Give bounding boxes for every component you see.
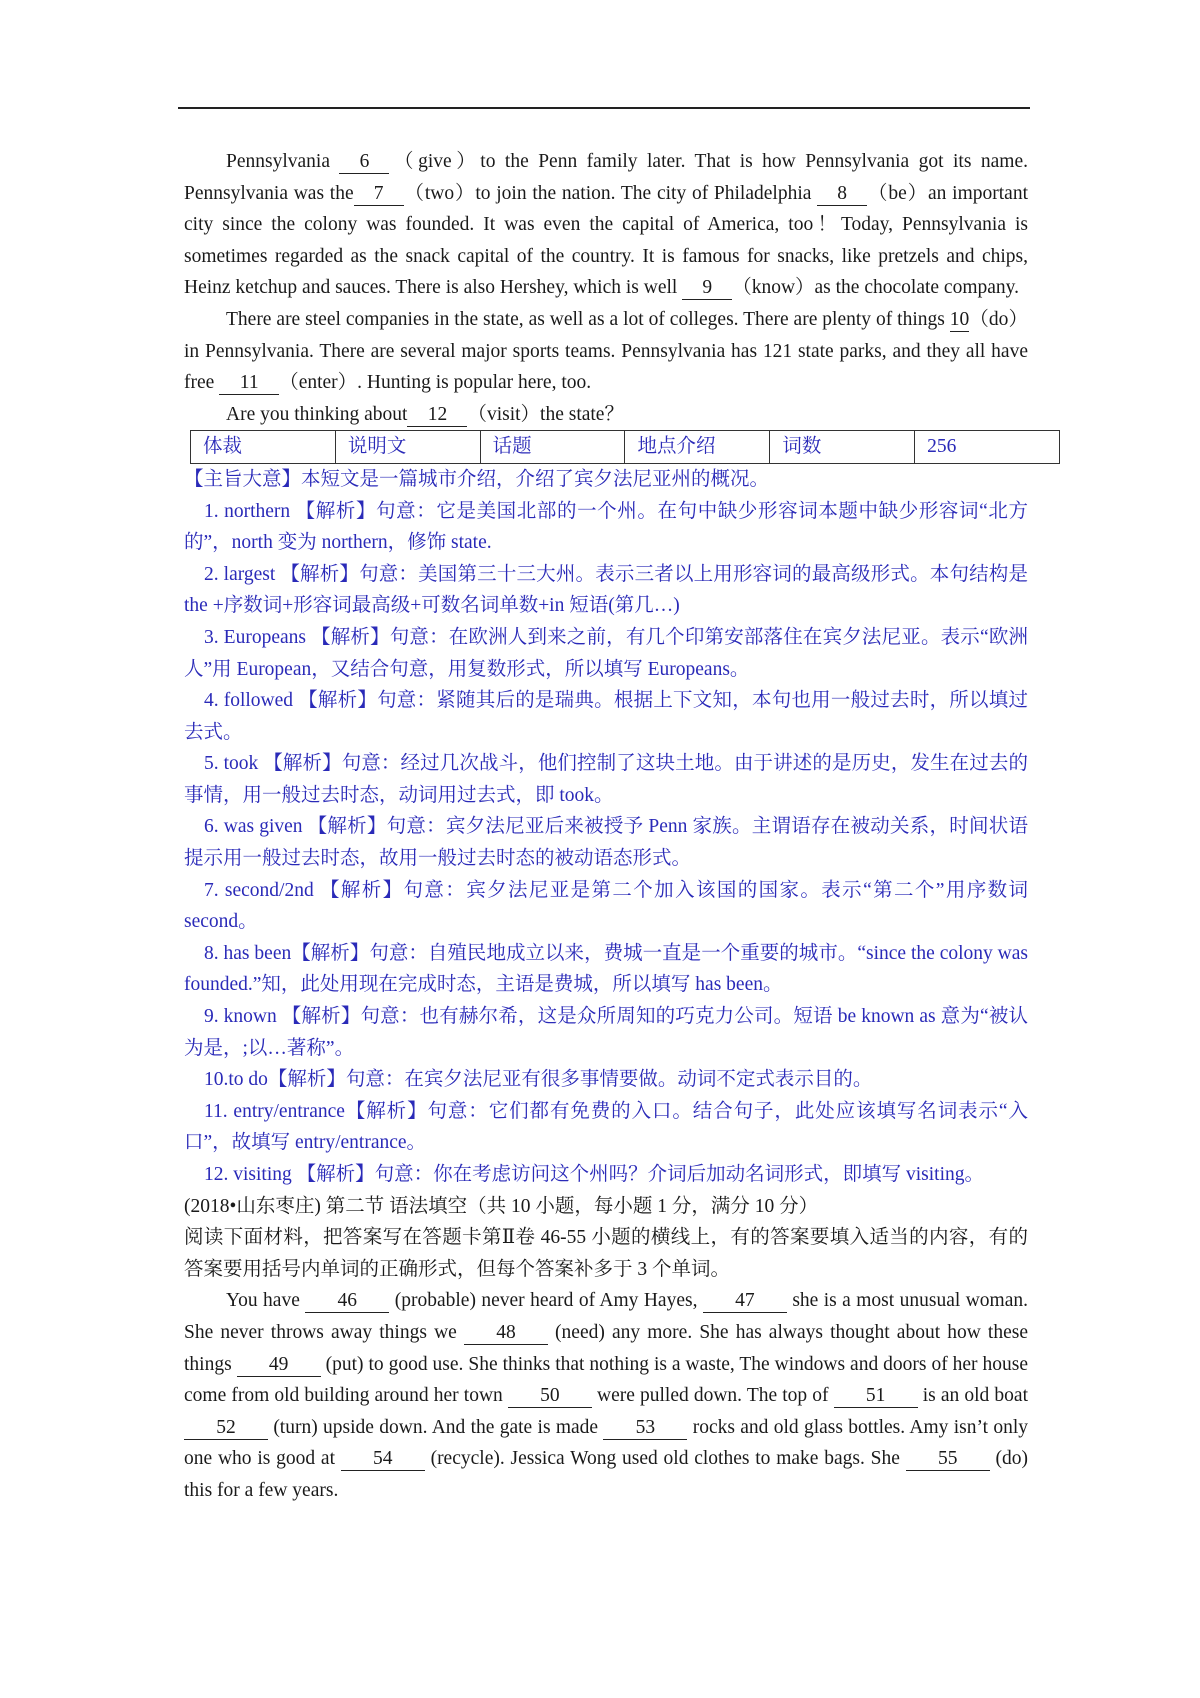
- blank-55: 55: [906, 1448, 990, 1471]
- summary-text: 【主旨大意】本短文是一篇城市介绍，介绍了宾夕法尼亚州的概况。: [184, 468, 770, 490]
- answer-item-11: 11. entry/entrance【解析】句意：它们都有免费的入口。结合句子，此处应该填写名词表示“入口”，故填写 entry/entrance。: [184, 1100, 1028, 1154]
- blank-10: 10: [949, 308, 970, 330]
- text-run: she is a most unusual woman. She never throws away things we: [184, 1290, 1028, 1343]
- blank-8: 8: [817, 183, 867, 206]
- blank-48: 48: [464, 1322, 548, 1345]
- blank-46: 46: [305, 1290, 389, 1313]
- passage-info-table: [190, 430, 1060, 464]
- blank-54: 54: [341, 1448, 425, 1471]
- text-run: (need) any more. She has always thought about how these things: [184, 1321, 1029, 1375]
- text-run: （two）to join the nation. The city of Philadelphia: [403, 182, 818, 204]
- answer-item-2: 2. largest 【解析】句意：美国第三十三大州。表示三者以上用形容词的最高级形式。本句结构是 the +序数词+形容词最高级+可数名词单数+in 短语(第几…): [184, 563, 1028, 617]
- answer-item-3: 3. Europeans 【解析】句意：在欧洲人到来之前，有几个印第安部落住在宾夕法尼亚。表示“欧洲人”用 European，又结合句意，用复数形式，所以填写 Europeans。: [184, 626, 1028, 680]
- table-cell-wordcount-label: 词数: [770, 431, 915, 464]
- table-cell-wordcount-value: 256: [915, 431, 1060, 464]
- answer-item-4: 4. followed 【解析】句意：紧随其后的是瑞典。根据上下文知，本句也用一般过去时，所以填过去式。: [184, 690, 1028, 743]
- answer-item-12: 12. visiting 【解析】句意：你在考虑访问这个州吗？介词后加动名词形式，即填写 visiting。: [204, 1164, 985, 1185]
- text-run: (put) to good use. She thinks that nothing is a waste, The windows and doors of her house come from old building around her town: [184, 1353, 1028, 1407]
- header-rule: [178, 107, 1030, 109]
- blank-12: 12: [407, 404, 467, 427]
- answer-item-7: 7. second/2nd 【解析】句意：宾夕法尼亚是第二个加入该国的国家。表示“第二个”用序数词 second。: [184, 879, 1028, 933]
- text-run: （give）to the Penn family later. That is how Pennsylvania got its name. Pennsylvania was the: [184, 151, 1028, 204]
- text-run: （do）in Pennsylvania. There are several major sports teams. Pennsylvania has 121 state parks, and they all have free: [184, 308, 1028, 394]
- document-body: [184, 146, 1028, 1507]
- answer-item-10: 10.to do【解析】句意：在宾夕法尼亚有很多事情要做。动词不定式表示目的。: [204, 1069, 873, 1091]
- table-cell-genre-value: 说明文: [335, 431, 480, 464]
- text-run: were pulled down. The top of: [591, 1385, 834, 1407]
- section-heading: (2018•山东枣庄) 第二节 语法填空（共 10 小题，每小题 1 分，满分 10 分）: [184, 1195, 819, 1217]
- text-run: (recycle). Jessica Wong used old clothes to make bags. She: [424, 1448, 906, 1470]
- instructions-text: 阅读下面材料，把答案写在答题卡第Ⅱ卷 46-55 小题的横线上，有的答案要填入适当的内容，有的答案要用括号内单词的正确形式，但每个答案补多于 3 个单词。: [184, 1227, 1028, 1280]
- text-run: （be）an important city since the colony was founded. It was even the capital of America, too！Today, Pennsylvania is sometimes regarded as the snack capital of the country. It is famous for snacks, like pretzels and chips, Heinz ketchup and sauces. There is also Hershey, which is well: [184, 182, 1029, 299]
- passage1-paragraph-1: [184, 146, 1028, 304]
- blank-7: 7: [354, 183, 404, 206]
- blank-49: 49: [237, 1354, 321, 1377]
- blank-11: 11: [219, 372, 279, 395]
- answer-item-8: 8. has been【解析】句意：自殖民地成立以来，费城一直是一个重要的城市。“since the colony was founded.”知，此处用现在完成时态，主语是费城，所以填写 has been。: [184, 942, 1028, 996]
- text-run: is an old boat: [917, 1385, 1028, 1407]
- blank-9: 9: [682, 277, 732, 300]
- answer-item-6: 6. was given 【解析】句意：宾夕法尼亚后来被授予 Penn 家族。主谓语存在被动关系，时间状语提示用一般过去时态，故用一般过去时态的被动语态形式。: [184, 816, 1028, 870]
- text-run: There are steel companies in the state, as well as a lot of colleges. There are plenty of things: [226, 308, 950, 330]
- text-run: You have: [226, 1290, 306, 1312]
- passage1-paragraph-3: [184, 399, 1028, 431]
- passage2-paragraph: [184, 1285, 1028, 1506]
- table-cell-topic-value: 地点介绍: [625, 431, 770, 464]
- text-run: rocks and old glass bottles. Amy isn’t only one who is good at: [184, 1416, 1028, 1470]
- text-run: (probable) never heard of Amy Hayes,: [389, 1290, 703, 1312]
- table-cell-genre-label: 体裁: [191, 431, 336, 464]
- blank-51: 51: [834, 1385, 918, 1408]
- blank-47: 47: [703, 1290, 787, 1313]
- text-run: （visit）the state？: [467, 403, 624, 425]
- text-run: (turn) upside down. And the gate is made: [268, 1416, 604, 1438]
- text-run: Are you thinking about: [226, 403, 408, 425]
- blank-6: 6: [339, 151, 389, 174]
- blank-52: 52: [184, 1417, 268, 1440]
- text-run: Pennsylvania: [226, 151, 340, 172]
- table-row: [191, 431, 1060, 464]
- answer-item-9: 9. known 【解析】句意：也有赫尔希，这是众所周知的巧克力公司。短语 be known as 意为“被认为是，;以…著称”。: [184, 1006, 1028, 1059]
- text-run: （know）as the chocolate company.: [732, 277, 1020, 299]
- answer-item-5: 5. took 【解析】句意：经过几次战斗，他们控制了这块土地。由于讲述的是历史，发生在过去的事情，用一般过去时态，动词用过去式，即 took。: [184, 753, 1028, 806]
- blank-53: 53: [603, 1417, 687, 1440]
- answer-item-1: 1. northern 【解析】句意：它是美国北部的一个州。在句中缺少形容词本题中缺少形容词“北方的”，north 变为 northern，修饰 state.: [184, 500, 1028, 554]
- text-run: （enter）. Hunting is popular here, too.: [279, 372, 592, 394]
- blank-50: 50: [508, 1385, 592, 1408]
- passage1-paragraph-2: [184, 304, 1028, 399]
- text-run: (do) this for a few years.: [184, 1448, 1028, 1501]
- table-cell-topic-label: 话题: [480, 431, 625, 464]
